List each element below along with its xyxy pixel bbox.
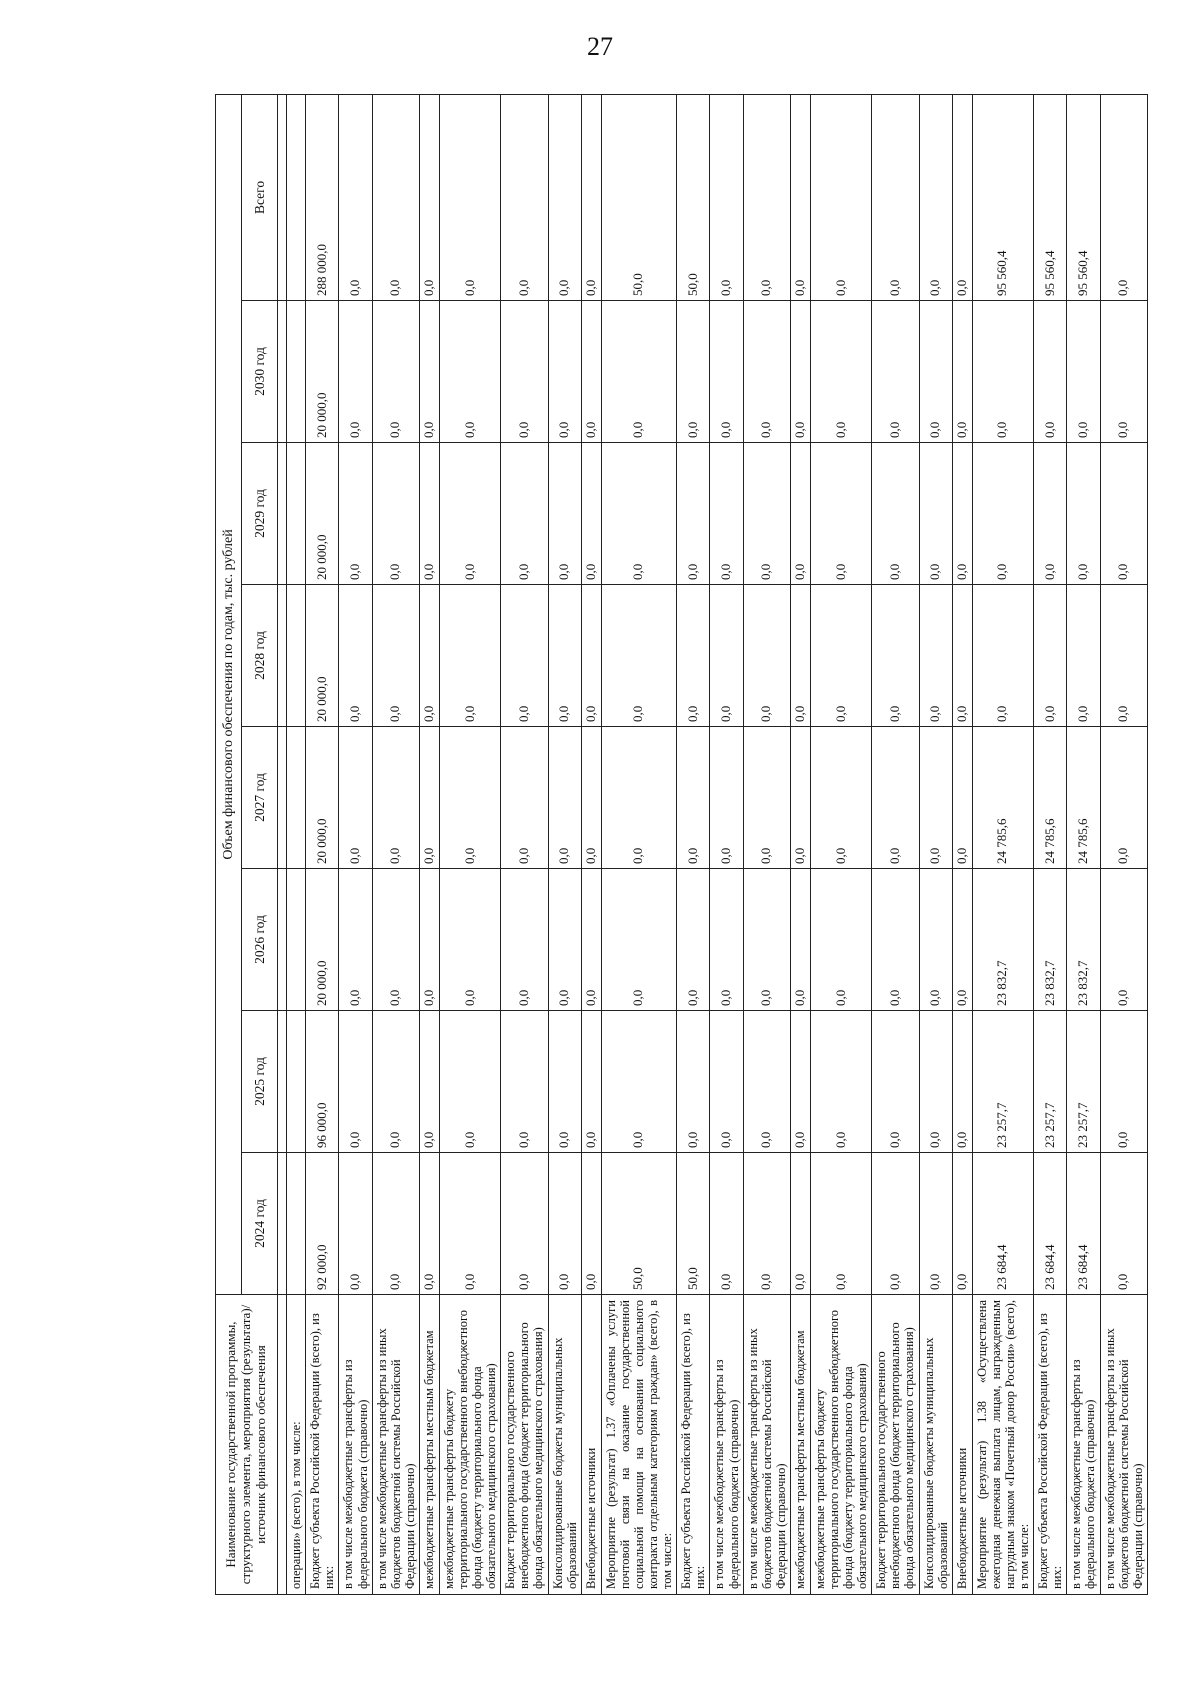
table-row (791, 94, 811, 1594)
row-value: 0,0 (791, 1153, 811, 1295)
row-value: 0,0 (677, 585, 710, 727)
table-row (306, 94, 339, 1594)
row-value: 0,0 (420, 94, 440, 300)
row-value: 20 000,0 (306, 585, 339, 727)
row-value: 0,0 (791, 585, 811, 727)
row-value: 0,0 (872, 727, 919, 869)
row-value: 0,0 (810, 94, 872, 300)
rotated-table-frame (215, 95, 1145, 1595)
row-value: 50,0 (677, 94, 710, 300)
row-value (287, 727, 306, 869)
year-header-6: 2030 год (242, 301, 278, 443)
row-value (287, 94, 306, 300)
row-value: 0,0 (581, 1011, 601, 1153)
row-value: 0,0 (1034, 301, 1067, 443)
row-value: 0,0 (1067, 585, 1100, 727)
row-name: межбюджетные трансферты бюджету территориального государственного внебюджетного фонда (бюджету территориального фонда обязательного медицинского страхования) (810, 1295, 872, 1595)
row-value: 0,0 (1100, 443, 1147, 585)
table-row (1034, 94, 1067, 1594)
row-value: 20 000,0 (306, 869, 339, 1011)
row-value: 0,0 (548, 869, 581, 1011)
table-row (952, 94, 972, 1594)
table-row (872, 94, 919, 1594)
name-column-header: Наименование государственной программы, структурного элемента, мероприятия (результата)/источник финансового обеспечения (216, 1295, 278, 1595)
row-value: 0,0 (677, 1011, 710, 1153)
row-value: 0,0 (548, 585, 581, 727)
row-value: 0,0 (919, 869, 952, 1011)
row-value (278, 585, 287, 727)
table-row (743, 94, 790, 1594)
row-value: 23 257,7 (1034, 1011, 1067, 1153)
row-value: 0,0 (372, 869, 419, 1011)
row-value (278, 1011, 287, 1153)
row-value: 0,0 (919, 94, 952, 300)
row-value: 0,0 (710, 727, 743, 869)
row-value: 288 000,0 (306, 94, 339, 300)
row-value: 0,0 (372, 727, 419, 869)
row-value: 0,0 (919, 443, 952, 585)
budget-table (215, 94, 1148, 1595)
row-value: 0,0 (677, 727, 710, 869)
table-row (548, 94, 581, 1594)
row-value: 0,0 (710, 585, 743, 727)
row-value: 0,0 (372, 585, 419, 727)
volume-header: Объем финансового обеспечения по годам, тыс. рублей (216, 94, 242, 1294)
row-value: 0,0 (601, 443, 677, 585)
row-value: 0,0 (872, 94, 919, 300)
row-value (278, 869, 287, 1011)
row-value: 0,0 (791, 1011, 811, 1153)
row-name: межбюджетные трансферты местным бюджетам (791, 1295, 811, 1595)
table-row (581, 94, 601, 1594)
table-row (339, 94, 372, 1594)
row-value: 0,0 (372, 301, 419, 443)
row-value: 95 560,4 (1034, 94, 1067, 300)
table-rotator (215, 95, 1145, 1595)
row-value: 0,0 (810, 869, 872, 1011)
row-value: 0,0 (339, 585, 372, 727)
table-header (216, 94, 278, 1594)
row-value (278, 727, 287, 869)
row-value: 24 785,6 (1067, 727, 1100, 869)
row-value: 0,0 (919, 1153, 952, 1295)
row-value: 0,0 (581, 585, 601, 727)
row-value: 0,0 (581, 443, 601, 585)
row-value: 0,0 (1100, 585, 1147, 727)
year-header-2: 2026 год (242, 869, 278, 1011)
row-value: 0,0 (439, 869, 501, 1011)
row-name: Мероприятие (результат) 1.38 «Осуществлена ежегодная денежная выплата лицам, награжденным нагрудным знаком «Почетный донор России» (всего), в том числе: (972, 1295, 1034, 1595)
row-value: 95 560,4 (972, 94, 1034, 300)
row-value: 0,0 (791, 869, 811, 1011)
row-name: Бюджет субъекта Российской Федерации (всего), из них: (1034, 1295, 1067, 1595)
row-value: 0,0 (339, 869, 372, 1011)
table-row (601, 94, 677, 1594)
row-value: 0,0 (339, 1011, 372, 1153)
row-value: 0,0 (439, 1011, 501, 1153)
row-value (287, 869, 306, 1011)
row-name: в том числе межбюджетные трансферты из иных бюджетов бюджетной системы Российской Федерации (справочно) (743, 1295, 790, 1595)
row-name: Бюджет территориального государственного внебюджетного фонда (бюджет территориального фонда обязательного медицинского страхования) (501, 1295, 548, 1595)
table-row (1100, 94, 1147, 1594)
row-value: 0,0 (952, 585, 972, 727)
row-value: 0,0 (710, 1011, 743, 1153)
row-value: 0,0 (501, 585, 548, 727)
row-value: 0,0 (372, 1153, 419, 1295)
row-value: 0,0 (952, 443, 972, 585)
row-value: 0,0 (791, 443, 811, 585)
row-value: 0,0 (1100, 1153, 1147, 1295)
row-value: 23 684,4 (972, 1153, 1034, 1295)
row-value: 0,0 (420, 1153, 440, 1295)
row-name: Внебюджетные источники (952, 1295, 972, 1595)
row-value: 0,0 (548, 94, 581, 300)
row-value: 0,0 (548, 443, 581, 585)
row-value: 0,0 (952, 301, 972, 443)
row-value: 0,0 (372, 94, 419, 300)
row-name: в том числе межбюджетные трансферты из федерального бюджета (справочно) (710, 1295, 743, 1595)
row-value: 0,0 (919, 727, 952, 869)
row-value: 0,0 (548, 1011, 581, 1153)
row-value: 0,0 (581, 869, 601, 1011)
row-value: 0,0 (501, 301, 548, 443)
row-value: 0,0 (810, 1011, 872, 1153)
row-name: межбюджетные трансферты местным бюджетам (420, 1295, 440, 1595)
row-value (278, 443, 287, 585)
row-value: 0,0 (1067, 301, 1100, 443)
row-name: Консолидированные бюджеты муниципальных образований (919, 1295, 952, 1595)
row-value: 24 785,6 (972, 727, 1034, 869)
row-value: 0,0 (919, 301, 952, 443)
row-value: 0,0 (501, 869, 548, 1011)
row-value: 0,0 (339, 727, 372, 869)
row-value: 23 832,7 (972, 869, 1034, 1011)
row-value: 0,0 (952, 727, 972, 869)
row-value: 20 000,0 (306, 727, 339, 869)
row-value: 0,0 (420, 443, 440, 585)
row-value: 0,0 (677, 443, 710, 585)
year-header-4: 2028 год (242, 585, 278, 727)
row-value: 0,0 (1100, 1011, 1147, 1153)
row-value: 0,0 (1100, 869, 1147, 1011)
row-value: 95 560,4 (1067, 94, 1100, 300)
row-value: 0,0 (952, 1153, 972, 1295)
table-row (501, 94, 548, 1594)
row-value: 0,0 (339, 443, 372, 585)
row-value: 50,0 (601, 1153, 677, 1295)
row-value: 23 832,7 (1034, 869, 1067, 1011)
row-value: 20 000,0 (306, 443, 339, 585)
row-value: 0,0 (581, 301, 601, 443)
row-value: 0,0 (601, 869, 677, 1011)
row-value: 0,0 (710, 94, 743, 300)
row-value: 0,0 (601, 1011, 677, 1153)
row-value: 0,0 (710, 443, 743, 585)
row-value: 0,0 (810, 443, 872, 585)
row-value: 0,0 (1034, 585, 1067, 727)
row-value: 0,0 (1100, 301, 1147, 443)
row-value: 0,0 (743, 585, 790, 727)
row-value: 23 684,4 (1034, 1153, 1067, 1295)
row-value: 0,0 (710, 301, 743, 443)
row-value: 0,0 (548, 727, 581, 869)
row-value: 0,0 (952, 94, 972, 300)
row-value: 0,0 (677, 301, 710, 443)
table-body (278, 94, 1148, 1594)
row-value: 0,0 (743, 301, 790, 443)
row-value: 0,0 (339, 94, 372, 300)
row-name: межбюджетные трансферты бюджету территориального государственного внебюджетного фонда (бюджету территориального фонда обязательного медицинского страхования) (439, 1295, 501, 1595)
row-value (278, 301, 287, 443)
row-value: 0,0 (972, 585, 1034, 727)
row-value: 0,0 (1067, 443, 1100, 585)
row-value: 0,0 (677, 869, 710, 1011)
row-value: 0,0 (339, 301, 372, 443)
row-name: Бюджет субъекта Российской Федерации (всего), из них: (677, 1295, 710, 1595)
row-value: 0,0 (810, 301, 872, 443)
row-value: 0,0 (952, 1011, 972, 1153)
row-value: 0,0 (791, 727, 811, 869)
table-row (677, 94, 710, 1594)
row-value: 0,0 (420, 1011, 440, 1153)
row-value (287, 1011, 306, 1153)
row-value: 0,0 (601, 301, 677, 443)
row-value: 0,0 (1034, 443, 1067, 585)
row-value: 0,0 (601, 585, 677, 727)
row-value: 0,0 (501, 1011, 548, 1153)
row-value: 0,0 (439, 443, 501, 585)
row-value (287, 443, 306, 585)
row-value: 0,0 (710, 1153, 743, 1295)
row-value: 92 000,0 (306, 1153, 339, 1295)
row-value: 0,0 (972, 443, 1034, 585)
table-row (372, 94, 419, 1594)
row-value: 0,0 (439, 94, 501, 300)
row-value: 0,0 (872, 1011, 919, 1153)
table-row (972, 94, 1034, 1594)
row-value: 0,0 (548, 1153, 581, 1295)
row-value: 0,0 (972, 301, 1034, 443)
row-value: 0,0 (791, 301, 811, 443)
row-value: 0,0 (439, 727, 501, 869)
row-value: 0,0 (581, 1153, 601, 1295)
row-value: 0,0 (872, 869, 919, 1011)
row-value: 0,0 (420, 301, 440, 443)
year-header-7: Всего (242, 94, 278, 300)
row-value: 0,0 (420, 869, 440, 1011)
row-value: 0,0 (872, 301, 919, 443)
row-value: 0,0 (372, 443, 419, 585)
row-value: 0,0 (743, 1011, 790, 1153)
row-name: операции» (всего), в том числе: (287, 1295, 306, 1595)
row-value: 23 684,4 (1067, 1153, 1100, 1295)
row-name: Мероприятие (результат) 1.37 «Оплачены услуги почтовой связи на оказание государственной социальной помощи на основании социального контракта отдельным категориям граждан» (всего), в том числе: (601, 1295, 677, 1595)
row-name (278, 1295, 287, 1595)
row-value: 0,0 (919, 1011, 952, 1153)
row-value: 0,0 (810, 585, 872, 727)
row-value: 0,0 (1100, 94, 1147, 300)
row-value: 0,0 (872, 443, 919, 585)
row-value: 0,0 (710, 869, 743, 1011)
row-value: 24 785,6 (1034, 727, 1067, 869)
year-header-3: 2027 год (242, 727, 278, 869)
row-value: 0,0 (420, 727, 440, 869)
table-row (810, 94, 872, 1594)
row-value (278, 1153, 287, 1295)
row-value: 0,0 (501, 727, 548, 869)
row-value: 0,0 (919, 585, 952, 727)
row-value: 0,0 (420, 585, 440, 727)
row-value: 0,0 (581, 94, 601, 300)
row-value: 0,0 (743, 443, 790, 585)
row-value: 0,0 (872, 1153, 919, 1295)
row-value: 0,0 (952, 869, 972, 1011)
table-row (710, 94, 743, 1594)
row-name: Консолидированные бюджеты муниципальных образований (548, 1295, 581, 1595)
row-value: 0,0 (439, 1153, 501, 1295)
row-value: 0,0 (743, 1153, 790, 1295)
row-value: 0,0 (872, 585, 919, 727)
row-value: 0,0 (810, 727, 872, 869)
row-value (278, 94, 287, 300)
row-value (287, 1153, 306, 1295)
row-value: 0,0 (791, 94, 811, 300)
row-value: 0,0 (601, 727, 677, 869)
table-row (278, 94, 287, 1594)
row-value: 23 832,7 (1067, 869, 1100, 1011)
table-row (420, 94, 440, 1594)
row-name: в том числе межбюджетные трансферты из федерального бюджета (справочно) (1067, 1295, 1100, 1595)
row-value: 0,0 (501, 94, 548, 300)
year-header-1: 2025 год (242, 1011, 278, 1153)
table-row (1067, 94, 1100, 1594)
row-value (287, 585, 306, 727)
row-value: 0,0 (743, 869, 790, 1011)
row-name: Бюджет территориального государственного внебюджетного фонда (бюджет территориального фонда обязательного медицинского страхования) (872, 1295, 919, 1595)
row-value: 0,0 (439, 585, 501, 727)
year-header-5: 2029 год (242, 443, 278, 585)
row-value: 0,0 (1100, 727, 1147, 869)
row-value: 23 257,7 (972, 1011, 1034, 1153)
row-value (287, 301, 306, 443)
row-value: 0,0 (743, 727, 790, 869)
row-value: 0,0 (372, 1011, 419, 1153)
row-value: 50,0 (677, 1153, 710, 1295)
year-header-0: 2024 год (242, 1153, 278, 1295)
row-value: 20 000,0 (306, 301, 339, 443)
row-name: Бюджет субъекта Российской Федерации (всего), из них: (306, 1295, 339, 1595)
row-value: 0,0 (439, 301, 501, 443)
row-name: в том числе межбюджетные трансферты из иных бюджетов бюджетной системы Российской Федерации (справочно) (1100, 1295, 1147, 1595)
page-number: 27 (587, 32, 613, 61)
row-value: 0,0 (810, 1153, 872, 1295)
row-value: 0,0 (501, 1153, 548, 1295)
row-name: в том числе межбюджетные трансферты из федерального бюджета (справочно) (339, 1295, 372, 1595)
table-row (919, 94, 952, 1594)
row-value: 23 257,7 (1067, 1011, 1100, 1153)
row-value: 0,0 (743, 94, 790, 300)
row-value: 0,0 (501, 443, 548, 585)
row-value: 50,0 (601, 94, 677, 300)
row-name: в том числе межбюджетные трансферты из иных бюджетов бюджетной системы Российской Федерации (справочно) (372, 1295, 419, 1595)
row-value: 96 000,0 (306, 1011, 339, 1153)
table-row (287, 94, 306, 1594)
row-value: 0,0 (581, 727, 601, 869)
row-value: 0,0 (339, 1153, 372, 1295)
row-name: Внебюджетные источники (581, 1295, 601, 1595)
row-value: 0,0 (548, 301, 581, 443)
table-row (439, 94, 501, 1594)
